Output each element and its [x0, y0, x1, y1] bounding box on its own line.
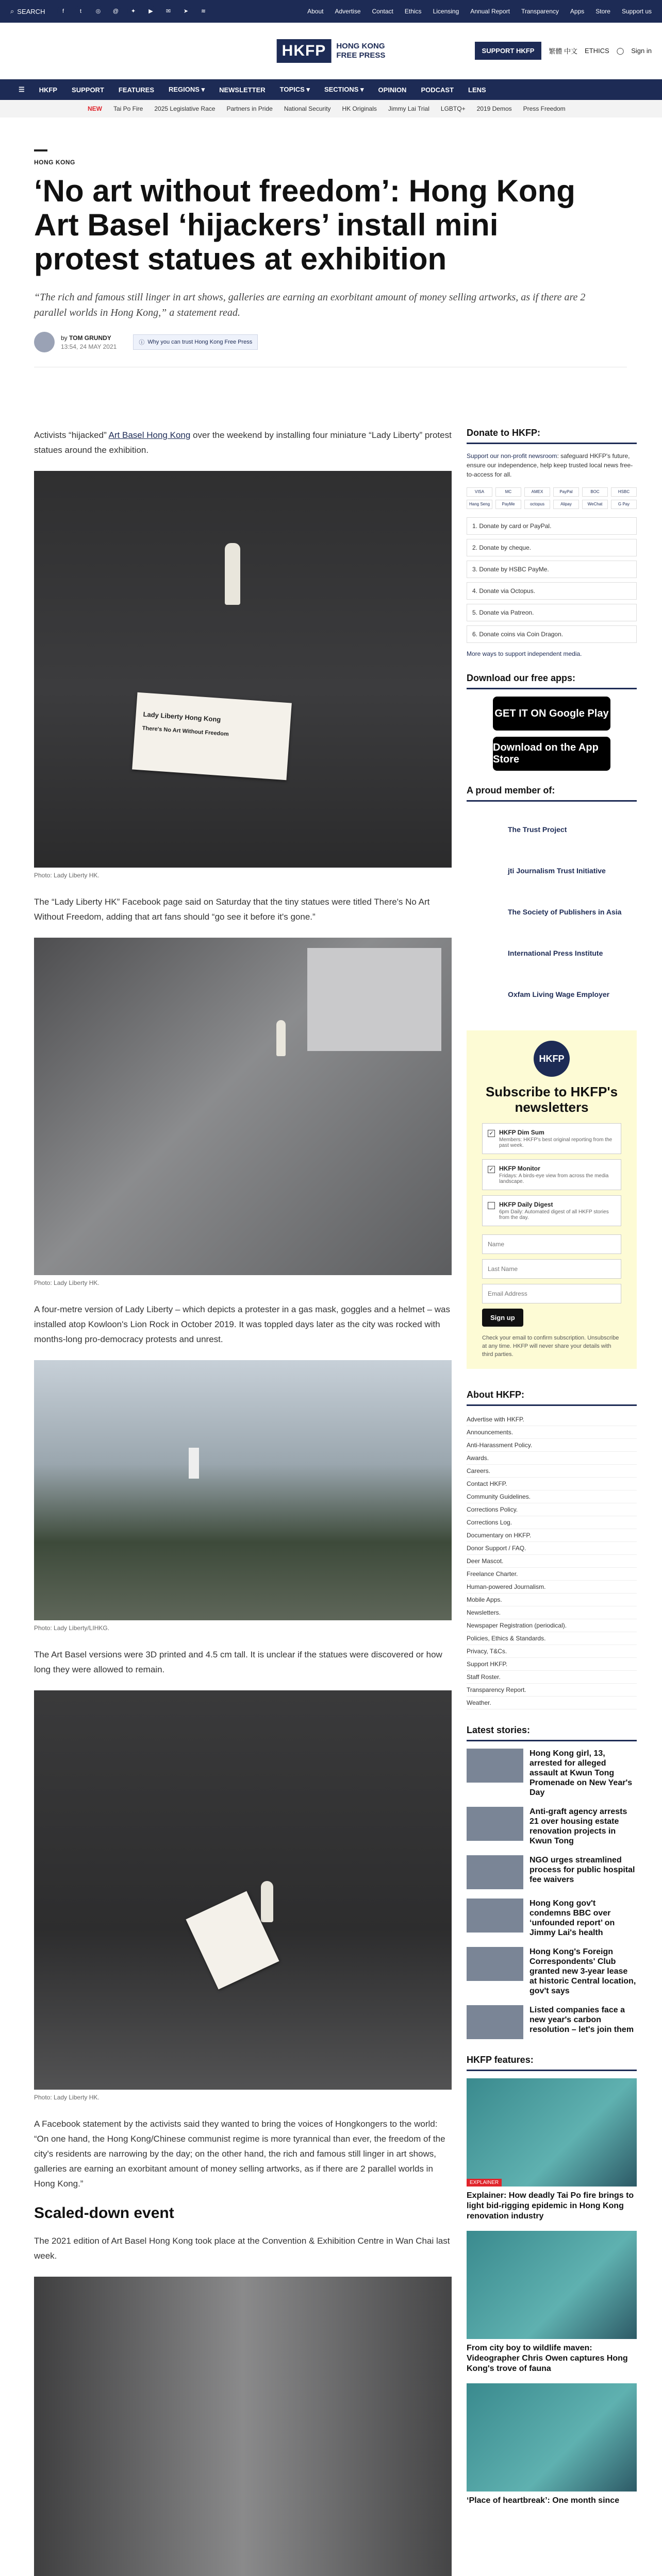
about-item[interactable]: Donor Support / FAQ. [467, 1542, 637, 1555]
about-widget [467, 1389, 637, 1709]
features-widget [467, 2055, 637, 2506]
paragraph: A four-metre version of Lady Liberty – which depicts a protester in a gas mask, goggles and a helmet – was installed atop Kowloon's Lion Rock in October 2019. It was toppled days later as the city was rocked with months-long pro-democracy protests and unrest. [34, 1304, 450, 1344]
masthead [0, 23, 662, 79]
paragraph: The Art Basel versions were 3D printed and 4.5 cm tall. It is unclear if the statues were discovered or how long they were allowed to remain. [34, 1650, 442, 1674]
latest-story[interactable] [467, 1807, 637, 1846]
story-thumbnail[interactable] [467, 1947, 523, 1981]
latest-story[interactable] [467, 2005, 637, 2039]
latest-stories-widget [467, 1725, 637, 2039]
google-play-button[interactable]: GET IT ON Google Play [493, 697, 610, 731]
language-link[interactable]: 繁體 中文 [549, 47, 578, 55]
subnav-item[interactable]: LGBTQ+ [440, 105, 466, 112]
about-list [467, 1413, 637, 1709]
latest-story[interactable] [467, 1899, 637, 1938]
feature-title[interactable]: Explainer: How deadly Tai Po fire brings to light bid-rigging epidemic in Hong Kong renovation industry [467, 2191, 634, 2221]
about-item[interactable]: Deer Mascot. [467, 1555, 637, 1568]
checkbox[interactable]: ✓ [488, 1166, 495, 1173]
story-thumbnail[interactable] [467, 1899, 523, 1933]
photo-statue-card [34, 471, 452, 868]
subnav-item[interactable]: Press Freedom [523, 105, 566, 112]
donate-link[interactable]: Support our non-profit newsroom [467, 452, 557, 460]
search-button[interactable]: ⌕ SEARCH [10, 7, 45, 15]
feature-image[interactable] [467, 2231, 637, 2339]
author-avatar [34, 332, 55, 352]
donate-option[interactable]: 2. Donate by cheque. [467, 539, 637, 556]
email-icon[interactable]: ✉ [162, 6, 174, 17]
newsletter-widget [467, 1030, 637, 1369]
features-heading: HKFP features: [467, 2055, 637, 2071]
category-bar [34, 149, 47, 151]
statue-figure [225, 543, 240, 605]
donate-option[interactable]: 1. Donate by card or PayPal. [467, 517, 637, 535]
util-link[interactable]: Annual Report [470, 8, 510, 15]
about-item[interactable]: Policies, Ethics & Standards. [467, 1632, 637, 1645]
facebook-icon[interactable]: f [57, 6, 69, 17]
nav-item[interactable]: REGIONS ▾ [169, 86, 205, 93]
site-logo[interactable] [277, 39, 386, 63]
apps-heading: Download our free apps: [467, 673, 637, 689]
story-title[interactable]: Hong Kong girl, 13, arrested for alleged assault at Kwun Tong Promenade on New Year's Day [529, 1749, 633, 1797]
util-link[interactable]: Ethics [404, 8, 422, 15]
about-item[interactable]: Mobile Apps. [467, 1594, 637, 1606]
subnav-item[interactable]: Tai Po Fire [113, 105, 143, 112]
subnav-item[interactable]: Partners in Pride [226, 105, 273, 112]
subheading: Scaled-down event [34, 2205, 174, 2222]
payment-logo: PayPal [553, 487, 579, 497]
standfirst: “The rich and famous still linger in art shows, galleries are earning an exorbitant amount of money selling artworks, as if there are 2 parallel worlds in Hong Kong,” a statement read. [34, 292, 586, 318]
about-item[interactable]: Awards. [467, 1452, 637, 1465]
checkbox[interactable]: ✓ [488, 1130, 495, 1137]
more-ways-link[interactable]: More ways to support independent media. [467, 650, 582, 657]
latest-story[interactable] [467, 1947, 637, 1996]
payment-logo: G Pay [611, 500, 637, 509]
new-badge: NEW [88, 105, 102, 112]
util-link[interactable]: About [307, 8, 324, 15]
donate-option[interactable]: 3. Donate by HSBC PayMe. [467, 561, 637, 578]
search-icon: ⌕ [10, 7, 14, 15]
subnav-item[interactable]: 2019 Demos [476, 105, 512, 112]
about-item[interactable]: Newsletters. [467, 1606, 637, 1619]
feature-title[interactable]: ‘Place of heartbreak’: One month since [467, 2496, 620, 2505]
payment-logo: BOC [582, 487, 608, 497]
paragraph: The “Lady Liberty HK” Facebook page said on Saturday that the tiny statues were titled There's No Art Without Freedom, adding that art fans should “go see it before it's gone.” [34, 897, 430, 922]
about-heading: About HKFP: [467, 1389, 637, 1406]
app-store-button[interactable]: Download on the App Store [493, 737, 610, 771]
about-item[interactable]: Transparency Report. [467, 1684, 637, 1697]
payment-logo: HSBC [611, 487, 637, 497]
subnav-item[interactable]: Jimmy Lai Trial [388, 105, 429, 112]
bluesky-icon[interactable]: ✦ [127, 6, 139, 17]
payment-logo: Alipay [553, 500, 579, 509]
threads-icon[interactable]: @ [110, 6, 121, 17]
members-heading: A proud member of: [467, 785, 637, 802]
feature-story[interactable] [467, 2078, 637, 2222]
member-logo[interactable]: Oxfam Living Wage Employer [508, 990, 610, 998]
payment-logo: WeChat [582, 500, 608, 509]
nav-item[interactable]: NEWSLETTER [219, 86, 266, 94]
youtube-icon[interactable]: ▶ [145, 6, 156, 17]
story-title[interactable]: Hong Kong's Foreign Correspondents' Club granted new 3-year lease at historic Central location, gov't says [529, 1947, 636, 1995]
article-body [34, 428, 452, 2576]
menu-icon[interactable]: ☰ [19, 86, 25, 93]
exhibit-card: Lady Liberty Hong Kong There's No Art Without Freedom [132, 692, 292, 781]
sub-nav [0, 100, 662, 117]
about-item[interactable]: Documentary on HKFP. [467, 1529, 637, 1542]
nav-item[interactable]: TOPICS ▾ [279, 86, 310, 93]
util-link[interactable]: Transparency [521, 8, 559, 15]
apps-widget [467, 673, 637, 771]
paragraph: A Facebook statement by the activists said they wanted to bring the voices of Hongkongers to the world: “On one hand, the Hong Kong/Chinese communist regime is more tyrannical than ever, the freedom of the city's residents are narrowing by the day; on the other hand, the rich and famous still linger in art shows, galleries are earning an exorbitant amount of money selling artworks, as if there are 2 parallel worlds in Hong Kong.” [34, 2119, 445, 2189]
feature-story[interactable] [467, 2231, 637, 2374]
about-item[interactable]: Corrections Log. [467, 1516, 637, 1529]
story-thumbnail[interactable] [467, 1749, 523, 1783]
about-item[interactable]: Contact HKFP. [467, 1478, 637, 1490]
latest-story[interactable] [467, 1855, 637, 1889]
photo-lion-rock [34, 1360, 452, 1620]
paragraph: Activists “hijacked” Art Basel Hong Kong over the weekend by installing four miniature “Lady Liberty” protest statues around the exhibition. [34, 430, 452, 455]
member-logo[interactable]: jti Journalism Trust Initiative [508, 867, 606, 875]
newsletter-option[interactable]: HKFP Daily Digest 6pm Daily: Automated digest of all HKFP stories from the day. [482, 1195, 621, 1226]
nav-item[interactable]: PODCAST [421, 86, 454, 94]
signin-link[interactable]: Sign in [631, 47, 652, 55]
feature-story[interactable] [467, 2383, 637, 2506]
author-link[interactable]: TOM GRUNDY [69, 334, 111, 342]
article-header [34, 149, 627, 367]
rss-icon[interactable]: ≋ [197, 6, 209, 17]
quote-icon: “ [34, 292, 40, 303]
logo-words: HONG KONG FREE PRESS [336, 41, 386, 60]
util-link[interactable]: Store [595, 8, 610, 15]
feature-title[interactable]: From city boy to wildlife maven: Videographer Chris Owen captures Hong Kong's trove of fauna [467, 2344, 628, 2373]
story-thumbnail[interactable] [467, 1855, 523, 1889]
story-title[interactable]: Anti-graft agency arrests 21 over housing estate renovation projects in Kwun Tong [529, 1807, 627, 1845]
utility-bar [0, 0, 662, 23]
photo-caption: Photo: Lady Liberty HK. [34, 872, 100, 879]
members-widget [467, 785, 637, 1015]
user-icon[interactable]: ◯ [616, 46, 624, 55]
subnav-item[interactable]: HK Originals [342, 105, 377, 112]
payment-logo: Hang Seng [467, 500, 492, 509]
nav-item[interactable]: SUPPORT [72, 86, 104, 94]
photo-caption: Photo: Lady Liberty/LIHKG. [34, 1624, 110, 1632]
donate-option[interactable]: 6. Donate coins via Coin Dragon. [467, 625, 637, 643]
util-link[interactable]: Support us [621, 8, 652, 15]
about-item[interactable]: Privacy, T&Cs. [467, 1645, 637, 1658]
utility-links [307, 8, 652, 15]
statue-figure [276, 1020, 286, 1056]
instagram-icon[interactable]: ◎ [92, 6, 104, 17]
photo-corridor [34, 2277, 452, 2576]
photo-caption: Photo: Lady Liberty HK. [34, 2094, 100, 2101]
explainer-badge: EXPLAINER [467, 2179, 502, 2187]
story-thumbnail[interactable] [467, 1807, 523, 1841]
payment-logo: AMEX [524, 487, 550, 497]
headline: ‘No art without freedom’: Hong Kong Art Basel ‘hijackers’ install mini protest statues at exhibition [34, 174, 575, 276]
publish-date: 13:54, 24 MAY 2021 [61, 343, 117, 350]
donate-widget: Donate to HKFP: Support our non-profit newsroom: safeguard HKFP's future, ensure our independence, help keep trusted local news free-to-access for all. VISA MC AMEX PayPal BOC HSBC Hang Seng PayMe octopus Alipay WeChat G Pay 1. Donate by card or PayPal. 2. Donate by cheque. 3. Donate by HSBC PayMe. 4. Donate via Octopus. 5. Donate via Patreon. 6. Donate coins via Coin Dragon. More ways to support independent media. [467, 428, 637, 658]
nav-item[interactable]: OPINION [378, 86, 407, 94]
main-nav [0, 79, 662, 100]
masthead-actions [475, 42, 652, 60]
last-name-input[interactable]: Last Name [482, 1259, 621, 1279]
about-item[interactable]: Advertise with HKFP. [467, 1413, 637, 1426]
lion-rock-statue [189, 1448, 199, 1479]
category-label[interactable]: HONG KONG [34, 159, 75, 166]
about-item[interactable]: Staff Roster. [467, 1671, 637, 1684]
nav-item[interactable]: FEATURES [118, 86, 154, 94]
about-item[interactable]: Freelance Charter. [467, 1568, 637, 1581]
util-link[interactable]: Apps [570, 8, 585, 15]
nav-item[interactable]: LENS [468, 86, 486, 94]
newsletter-note: Check your email to confirm subscription. Unsubscribe at any time. HKFP will never share your details with third parties. [482, 1335, 619, 1358]
info-icon: ⓘ [139, 340, 145, 346]
nav-item[interactable]: HKFP [39, 86, 58, 94]
newsletter-logo: HKFP [534, 1041, 570, 1077]
sidebar [467, 428, 637, 2515]
payment-logo: VISA [467, 487, 492, 497]
about-item[interactable]: Careers. [467, 1465, 637, 1478]
story-title[interactable]: Listed companies face a new year's carbon resolution – let's join them [529, 2006, 634, 2034]
twitter-icon[interactable]: t [75, 6, 86, 17]
story-title[interactable]: Hong Kong gov't condemns BBC over ‘unfounded report’ on Jimmy Lai's health [529, 1899, 615, 1937]
telegram-icon[interactable]: ➤ [180, 6, 191, 17]
email-input[interactable]: Email Address [482, 1284, 621, 1303]
latest-heading: Latest stories: [467, 1725, 637, 1741]
name-input[interactable]: Name [482, 1234, 621, 1254]
about-item[interactable]: Community Guidelines. [467, 1490, 637, 1503]
about-item[interactable]: Human-powered Journalism. [467, 1581, 637, 1594]
story-title[interactable]: NGO urges streamlined process for public hospital fee waivers [529, 1856, 635, 1884]
subnav-item[interactable]: 2025 Legislative Race [154, 105, 216, 112]
payment-logo: octopus [524, 500, 550, 509]
util-link[interactable]: Contact [372, 8, 393, 15]
about-item[interactable]: Announcements. [467, 1426, 637, 1439]
util-link[interactable]: Licensing [433, 8, 459, 15]
member-logo[interactable]: The Society of Publishers in Asia [508, 908, 622, 916]
feature-image[interactable] [467, 2383, 637, 2492]
member-logo[interactable]: International Press Institute [508, 949, 603, 957]
payment-logo: MC [495, 487, 521, 497]
util-link[interactable]: Advertise [335, 8, 361, 15]
byline: by TOM GRUNDY 13:54, 24 MAY 2021 ⓘ Why you can trust Hong Kong Free Press [34, 332, 627, 352]
paragraph: The 2021 edition of Art Basel Hong Kong took place at the Convention & Exhibition Centre in Wan Chai last week. [34, 2236, 450, 2261]
subnav-item[interactable]: National Security [284, 105, 331, 112]
member-logo[interactable]: The Trust Project [508, 825, 567, 834]
signup-button[interactable]: Sign up [482, 1309, 523, 1327]
statue-figure [261, 1881, 273, 1922]
logo-box: HKFP [277, 39, 332, 63]
story-thumbnail[interactable] [467, 2005, 523, 2039]
checkbox[interactable] [488, 1202, 495, 1209]
about-item[interactable]: Anti-Harassment Policy. [467, 1439, 637, 1452]
newsletter-option[interactable]: ✓ HKFP Monitor Fridays: A birds-eye view from across the media landscape. [482, 1159, 621, 1190]
photo-caption: Photo: Lady Liberty HK. [34, 1279, 100, 1286]
about-item[interactable]: Weather. [467, 1697, 637, 1709]
photo-statue-table [34, 1690, 452, 2090]
trust-button[interactable]: ⓘ Why you can trust Hong Kong Free Press [133, 334, 258, 350]
nav-item[interactable]: SECTIONS ▾ [324, 86, 364, 93]
support-hkfp-button[interactable]: SUPPORT HKFP [475, 42, 542, 60]
donate-heading: Donate to HKFP: [467, 428, 637, 444]
about-item[interactable]: Corrections Policy. [467, 1503, 637, 1516]
newsletter-option[interactable]: ✓ HKFP Dim Sum Members: HKFP's best original reporting from the past week. [482, 1123, 621, 1154]
ethics-link[interactable]: ETHICS [585, 47, 609, 55]
payment-logos [467, 487, 637, 509]
display-pedestal [307, 948, 441, 1051]
about-item[interactable]: Newspaper Registration (periodical). [467, 1619, 637, 1632]
art-basel-link[interactable]: Art Basel Hong Kong [108, 430, 191, 440]
feature-image[interactable] [467, 2078, 637, 2187]
about-item[interactable]: Support HKFP. [467, 1658, 637, 1671]
donate-option[interactable]: 4. Donate via Octopus. [467, 582, 637, 600]
photo-exhibition-floor [34, 938, 452, 1275]
newsletter-title: Subscribe to HKFP's newsletters [485, 1084, 618, 1115]
payment-logo: PayMe [495, 500, 521, 509]
donate-option[interactable]: 5. Donate via Patreon. [467, 604, 637, 621]
social-links [57, 6, 209, 17]
latest-story[interactable] [467, 1749, 637, 1798]
